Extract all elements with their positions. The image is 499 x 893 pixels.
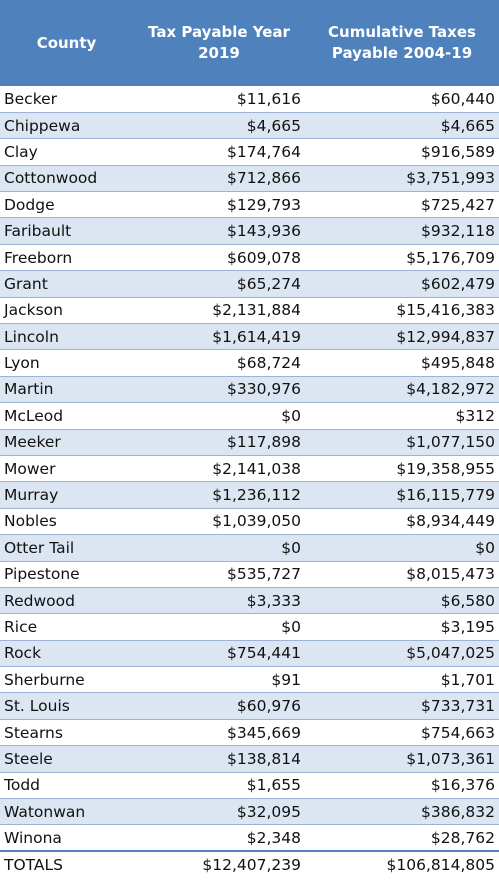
cell-county: Cottonwood bbox=[0, 165, 133, 191]
cell-county: Grant bbox=[0, 271, 133, 297]
cell-county: Pipestone bbox=[0, 561, 133, 587]
cell-county: Lincoln bbox=[0, 324, 133, 350]
table-row bbox=[0, 746, 499, 772]
cell-tax-2019: $345,669 bbox=[133, 719, 305, 745]
cell-cumulative: $28,762 bbox=[305, 825, 499, 851]
cell-cumulative: $1,077,150 bbox=[305, 429, 499, 455]
table-row bbox=[0, 324, 499, 350]
cell-cumulative: $0 bbox=[305, 535, 499, 561]
table-header bbox=[0, 0, 499, 86]
cell-tax-2019: $754,441 bbox=[133, 640, 305, 666]
cell-county: Mower bbox=[0, 455, 133, 481]
cell-cumulative: $754,663 bbox=[305, 719, 499, 745]
table-row bbox=[0, 218, 499, 244]
table-row bbox=[0, 86, 499, 112]
cell-cumulative: $733,731 bbox=[305, 693, 499, 719]
table-row bbox=[0, 667, 499, 693]
table-row bbox=[0, 165, 499, 191]
cell-cumulative: $5,047,025 bbox=[305, 640, 499, 666]
cell-county: Stearns bbox=[0, 719, 133, 745]
cell-cumulative: $916,589 bbox=[305, 139, 499, 165]
cell-county: Lyon bbox=[0, 350, 133, 376]
cell-county: Clay bbox=[0, 139, 133, 165]
cell-county: Steele bbox=[0, 746, 133, 772]
cell-tax-2019: $117,898 bbox=[133, 429, 305, 455]
totals-row bbox=[0, 851, 499, 877]
cell-tax-2019: $32,095 bbox=[133, 799, 305, 825]
cell-tax-2019: $68,724 bbox=[133, 350, 305, 376]
cell-cumulative: $3,751,993 bbox=[305, 165, 499, 191]
table-row bbox=[0, 799, 499, 825]
cell-cumulative: $19,358,955 bbox=[305, 455, 499, 481]
cell-cumulative: $602,479 bbox=[305, 271, 499, 297]
cell-tax-2019: $138,814 bbox=[133, 746, 305, 772]
cell-county: Sherburne bbox=[0, 667, 133, 693]
cell-county: St. Louis bbox=[0, 693, 133, 719]
cell-cumulative: $6,580 bbox=[305, 587, 499, 613]
cell-cumulative: $12,994,837 bbox=[305, 324, 499, 350]
cell-cumulative: $3,195 bbox=[305, 614, 499, 640]
cell-county: Nobles bbox=[0, 508, 133, 534]
cell-county: Redwood bbox=[0, 587, 133, 613]
cell-tax-2019: $535,727 bbox=[133, 561, 305, 587]
cell-tax-2019: $1,614,419 bbox=[133, 324, 305, 350]
cell-tax-2019: $1,236,112 bbox=[133, 482, 305, 508]
cell-county: Martin bbox=[0, 376, 133, 402]
cell-tax-2019: $330,976 bbox=[133, 376, 305, 402]
cell-county: Meeker bbox=[0, 429, 133, 455]
cell-cumulative: $312 bbox=[305, 403, 499, 429]
table-row bbox=[0, 587, 499, 613]
table-row bbox=[0, 139, 499, 165]
cell-cumulative: $1,701 bbox=[305, 667, 499, 693]
table-footer bbox=[0, 851, 499, 877]
cell-tax-2019: $1,655 bbox=[133, 772, 305, 798]
cell-county: Freeborn bbox=[0, 244, 133, 270]
table-row bbox=[0, 350, 499, 376]
cell-county: Jackson bbox=[0, 297, 133, 323]
header-county: County bbox=[0, 0, 133, 86]
cell-tax-2019: $2,131,884 bbox=[133, 297, 305, 323]
cell-tax-2019: $143,936 bbox=[133, 218, 305, 244]
cell-county: Dodge bbox=[0, 192, 133, 218]
cell-cumulative: $15,416,383 bbox=[305, 297, 499, 323]
cell-tax-2019: $3,333 bbox=[133, 587, 305, 613]
cell-county: Rice bbox=[0, 614, 133, 640]
table-row bbox=[0, 614, 499, 640]
table-row bbox=[0, 376, 499, 402]
cell-tax-2019: $609,078 bbox=[133, 244, 305, 270]
cell-cumulative: $8,934,449 bbox=[305, 508, 499, 534]
cell-tax-2019: $1,039,050 bbox=[133, 508, 305, 534]
table-row bbox=[0, 297, 499, 323]
cell-cumulative: $932,118 bbox=[305, 218, 499, 244]
cell-tax-2019: $0 bbox=[133, 403, 305, 429]
cell-county: Watonwan bbox=[0, 799, 133, 825]
header-tax-2019: Tax Payable Year 2019 bbox=[133, 0, 305, 86]
table-row bbox=[0, 429, 499, 455]
cell-county: Faribault bbox=[0, 218, 133, 244]
cell-tax-2019: $2,348 bbox=[133, 825, 305, 851]
table-row bbox=[0, 455, 499, 481]
cell-tax-2019: $0 bbox=[133, 535, 305, 561]
cell-county: Rock bbox=[0, 640, 133, 666]
totals-label: TOTALS bbox=[0, 851, 133, 877]
cell-tax-2019: $65,274 bbox=[133, 271, 305, 297]
table-row bbox=[0, 640, 499, 666]
cell-county: Todd bbox=[0, 772, 133, 798]
cell-cumulative: $725,427 bbox=[305, 192, 499, 218]
header-cumulative: Cumulative Taxes Payable 2004-19 bbox=[305, 0, 499, 86]
table-row bbox=[0, 112, 499, 138]
cell-cumulative: $60,440 bbox=[305, 86, 499, 112]
table-row bbox=[0, 719, 499, 745]
cell-cumulative: $4,665 bbox=[305, 112, 499, 138]
table-row bbox=[0, 192, 499, 218]
totals-tax-2019: $12,407,239 bbox=[133, 851, 305, 877]
cell-county: McLeod bbox=[0, 403, 133, 429]
cell-county: Chippewa bbox=[0, 112, 133, 138]
cell-tax-2019: $174,764 bbox=[133, 139, 305, 165]
cell-tax-2019: $2,141,038 bbox=[133, 455, 305, 481]
cell-tax-2019: $129,793 bbox=[133, 192, 305, 218]
table-row bbox=[0, 535, 499, 561]
cell-cumulative: $16,115,779 bbox=[305, 482, 499, 508]
table-body bbox=[0, 86, 499, 851]
cell-tax-2019: $712,866 bbox=[133, 165, 305, 191]
cell-county: Becker bbox=[0, 86, 133, 112]
table-row bbox=[0, 772, 499, 798]
cell-cumulative: $8,015,473 bbox=[305, 561, 499, 587]
cell-tax-2019: $60,976 bbox=[133, 693, 305, 719]
cell-tax-2019: $91 bbox=[133, 667, 305, 693]
cell-cumulative: $4,182,972 bbox=[305, 376, 499, 402]
totals-cumulative: $106,814,805 bbox=[305, 851, 499, 877]
cell-county: Winona bbox=[0, 825, 133, 851]
cell-tax-2019: $4,665 bbox=[133, 112, 305, 138]
table-row bbox=[0, 825, 499, 851]
table-row bbox=[0, 403, 499, 429]
table-row bbox=[0, 244, 499, 270]
cell-cumulative: $5,176,709 bbox=[305, 244, 499, 270]
cell-cumulative: $1,073,361 bbox=[305, 746, 499, 772]
cell-cumulative: $16,376 bbox=[305, 772, 499, 798]
cell-county: Murray bbox=[0, 482, 133, 508]
table-row bbox=[0, 482, 499, 508]
header-row bbox=[0, 0, 499, 86]
table-row bbox=[0, 508, 499, 534]
cell-cumulative: $386,832 bbox=[305, 799, 499, 825]
table-row bbox=[0, 271, 499, 297]
table-row bbox=[0, 693, 499, 719]
table-row bbox=[0, 561, 499, 587]
cell-tax-2019: $11,616 bbox=[133, 86, 305, 112]
cell-county: Otter Tail bbox=[0, 535, 133, 561]
cell-tax-2019: $0 bbox=[133, 614, 305, 640]
cell-cumulative: $495,848 bbox=[305, 350, 499, 376]
